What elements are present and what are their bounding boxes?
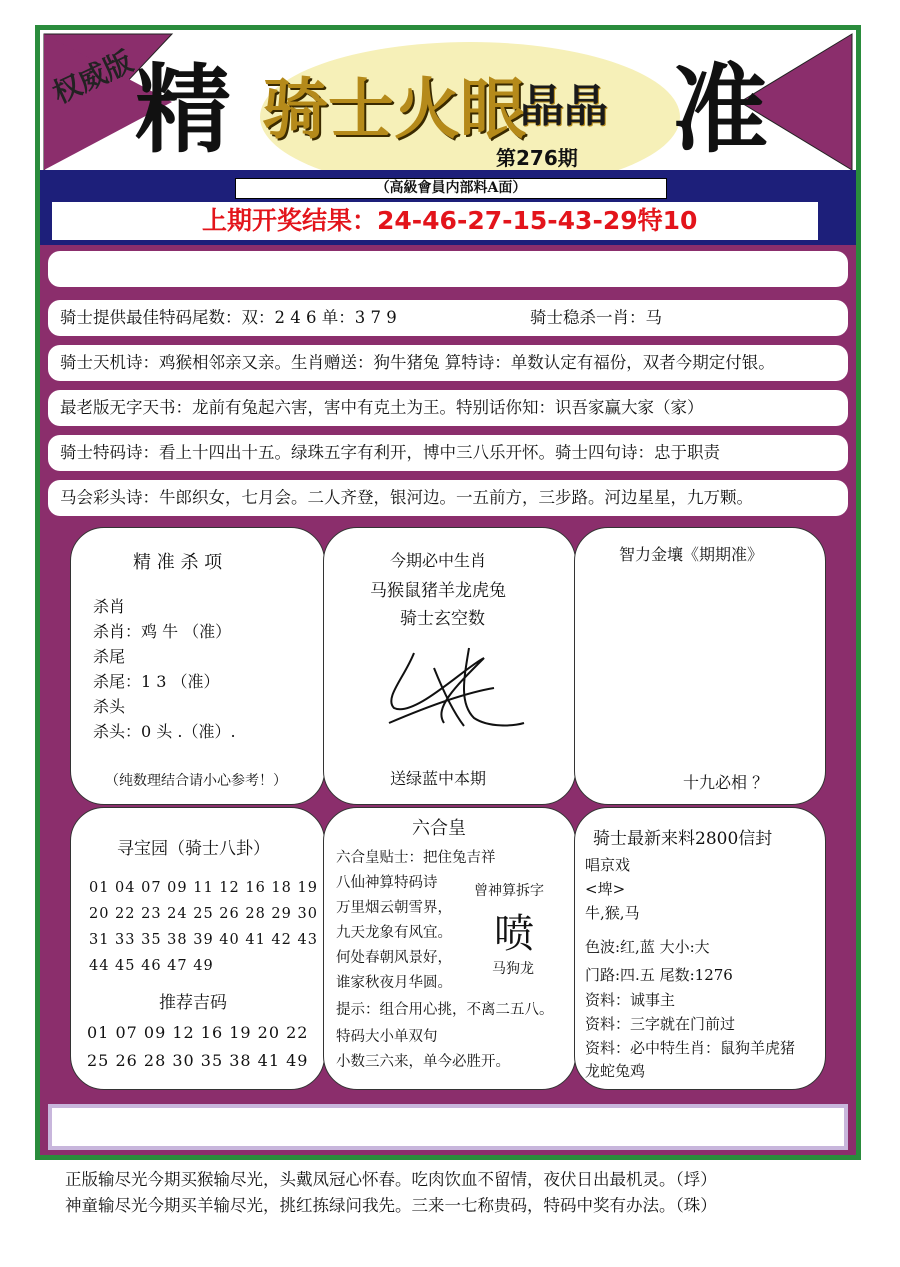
- liuhe-line-8: 特码大小单双句: [336, 1029, 438, 1045]
- treasure-title: 寻宝园（骑士八卦）: [117, 839, 270, 859]
- treasure-nums-3: 31 33 35 38 39 40 41 42 43: [89, 932, 318, 948]
- authority-badge: 权威版: [47, 44, 138, 111]
- outer-frame: [35, 25, 861, 1160]
- latest-line-6: 资料：诚事主: [585, 991, 676, 1009]
- kill-line-6: 杀头：0 头 .（准）.: [93, 722, 236, 741]
- liuhe-line-9: 小数三六来，单今必胜开。: [336, 1054, 510, 1070]
- latest-line-1: 唱京戏: [585, 856, 631, 874]
- liuhe-line-3: 万里烟云朝雪界，: [336, 900, 452, 916]
- row-horse-poem: 马会彩头诗：牛郎织女，七月会。二人齐登，银河边。一五前方，三步路。河边星星，九万颗。: [48, 480, 848, 516]
- kill-title: 精 准 杀 项: [133, 552, 223, 573]
- header: [40, 30, 856, 245]
- char-right: 准: [672, 53, 768, 166]
- navy-band: [40, 170, 856, 245]
- zodiac-line-3: 骑士玄空数: [400, 609, 485, 629]
- subtitle: （高級會員内部料A面）: [235, 178, 667, 199]
- liuhe-line-6: 谁家秋夜月华圆。: [336, 975, 452, 991]
- kill-line-5: 杀头: [93, 697, 126, 716]
- gold-suffix: 晶晶: [520, 81, 608, 132]
- row-heaven-poem: 骑士天机诗：鸡猴相邻亲又亲。生肖赠送：狗牛猪兔 算特诗：单数认定有福份，双者今期定付银。: [48, 345, 848, 381]
- row-heaven-book: 最老版无字天书：龙前有兔起六害，害中有克土为王。特别话你知：识吾家赢大家（家）: [48, 390, 848, 426]
- treasure-nums-1: 01 04 07 09 11 12 16 18 19: [89, 880, 318, 896]
- bottom-line-1: 正版输尽光今期买猴输尽光，头戴凤冠心怀春。吃肉饮血不留情，夜伏日出最机灵。（垺）: [65, 1170, 717, 1189]
- issue-number: 第276期: [496, 146, 578, 170]
- latest-line-2: <埤>: [585, 880, 626, 898]
- row-tail-numbers: [48, 300, 848, 336]
- zodiac-box: [323, 527, 576, 805]
- latest-line-4: 色波:红,蓝 大小:大: [585, 938, 710, 956]
- stable-kill-text: 骑士稳杀一肖：马: [530, 308, 662, 327]
- liuhe-line-7: 提示：组合用心挑，不离二五八。: [336, 1002, 554, 1018]
- treasure-box: [70, 807, 325, 1090]
- treasure-sub: 推荐吉码: [159, 993, 227, 1013]
- liuhe-box: [323, 807, 576, 1090]
- footer-bar: [48, 1104, 848, 1150]
- signature-scribble: [374, 638, 534, 738]
- latest-line-3: 牛,猴,马: [585, 904, 640, 922]
- wisdom-bottom: 十九必相 ？: [683, 773, 769, 792]
- row-empty: [48, 251, 848, 287]
- zodiac-line-2: 马猴鼠猪羊龙虎兔: [370, 581, 506, 601]
- kill-note: （纯数理结合请小心参考！）: [105, 773, 287, 789]
- latest-title: 骑士最新来料2800信封: [593, 829, 773, 849]
- liuhe-side-sub: 马狗龙: [492, 961, 534, 977]
- treasure-nums-2: 20 22 23 24 25 26 28 29 30: [89, 906, 318, 922]
- gold-title: 骑士火眼: [262, 70, 526, 148]
- bottom-line-2: 神童输尽光今期买羊输尽光，挑红拣绿问我先。三来一七称贵码，特码中奖有办法。（珠）: [65, 1196, 717, 1215]
- wisdom-title: 智力金壤《期期准》: [619, 545, 764, 564]
- liuhe-line-1: 六合皇贴士：把住兔吉祥: [336, 850, 496, 866]
- kill-line-1: 杀肖: [93, 597, 126, 616]
- zodiac-bottom: 送绿蓝中本期: [390, 769, 487, 788]
- liuhe-line-2: 八仙神算特码诗: [336, 875, 438, 891]
- latest-line-7: 资料：三字就在门前过: [585, 1015, 736, 1033]
- liuhe-side-title: 曾神算拆字: [474, 883, 544, 899]
- treasure-lucky-1: 01 07 09 12 16 19 20 22: [87, 1023, 309, 1042]
- kill-line-2: 杀肖：鸡 牛 （准）: [93, 622, 232, 641]
- kill-line-4: 杀尾：1 3 （准）: [93, 672, 220, 691]
- zodiac-line-1: 今期必中生肖: [390, 551, 487, 570]
- char-left: 精: [135, 53, 231, 166]
- row-special-poem: 骑士特码诗：看上十四出十五。绿珠五字有利开，博中三八乐开怀。骑士四句诗：忠于职责: [48, 435, 848, 471]
- wisdom-box: [574, 527, 826, 805]
- liuhe-title: 六合皇: [412, 818, 466, 839]
- kill-box: [70, 527, 325, 805]
- latest-line-9: 龙蛇兔鸡: [585, 1062, 646, 1080]
- liuhe-side-char: 喷: [494, 911, 534, 957]
- liuhe-line-4: 九天龙象有风宜。: [336, 925, 452, 941]
- last-result: 上期开奖结果：24-46-27-15-43-29特10: [52, 202, 818, 240]
- kill-line-3: 杀尾: [93, 647, 126, 666]
- footer-inner: [52, 1108, 844, 1146]
- latest-line-8: 资料：必中特生肖：鼠狗羊虎猪: [585, 1039, 796, 1057]
- latest-box: [574, 807, 826, 1090]
- tail-numbers-text: 骑士提供最佳特码尾数：双：2 4 6 单：3 7 9: [60, 308, 397, 327]
- liuhe-line-5: 何处春朝风景好，: [336, 950, 452, 966]
- treasure-nums-4: 44 45 46 47 49: [89, 958, 214, 974]
- treasure-lucky-2: 25 26 28 30 35 38 41 49: [87, 1051, 309, 1070]
- latest-line-5: 门路:四.五 尾数:1276: [585, 966, 733, 984]
